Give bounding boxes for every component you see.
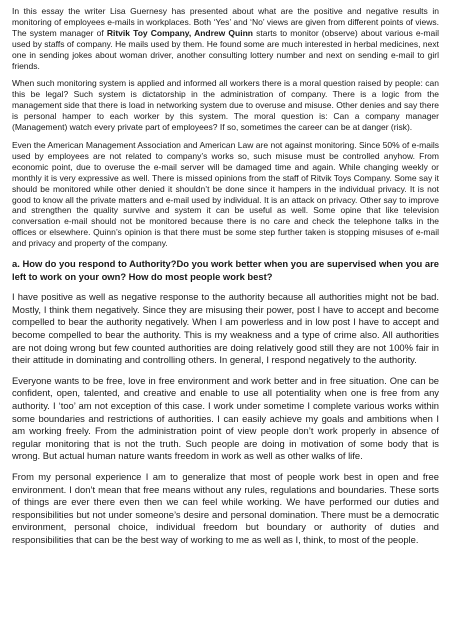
answer-paragraph-3: From my personal experience I am to generalize that most of people work best in open and free environment. I don’t mean that free means without any rules, regulations and boundaries. These sorts of things are ever there even then we can feel while working. We have performed our duties and responsibilities but not under someone’s desire and personal domination. There must be a democratic environment, personal choice, individual freedom but boundary or authority of duties and responsibilities that can be the best way of working to me as well as I, think, to most of the people.: [12, 470, 439, 545]
question-heading: a. How do you respond to Authority?Do you work better when you are supervised when you are left to work on your own? How do most people work best?: [12, 258, 439, 282]
paragraph-text: starts to monitor (observe) about various e-mail used by staffs of company. He mails used by them. He found some are much interested in herbal medicines, next one in sending jokes about woman driver, another consulting lottery number and next on sending e-mail to girl friends.: [12, 27, 439, 71]
answer-paragraph-1: I have positive as well as negative response to the authority because all authorities might not be bad. Mostly, I think them negatively. Since they are misusing their power, post I have to accept and become compelled to bear the authority negatively. When I am powerless and in low post I have to accept and become compelled to bear the authority. This is my weakness and a type of crime also. All authorities are not doing wrong but few counted authorities are doing relatively good still they are not 100% fair in their attitude in dominating and controlling others. In general, I respond negatively to the authority.: [12, 291, 439, 366]
answer-paragraph-2: Everyone wants to be free, love in free environment and work better and in free situation. One can be confident, open, talented, and creative and enable to use all potentiality when one is free from any authority. I ‘too’ am not exception of this case. I work under sometime I complete various works within some boundaries and restrictions of authorities. I can easily achieve my goals and ambitions when I am working freely. From the administration point of view people don’t work properly in absence of regular monitoring that is not the truth. Such people are doing in motivation of some body that is wrong. But actual human nature wants freedom in work as well as other walks of life.: [12, 374, 439, 462]
paragraph-text: In this essay the writer Lisa Guernesy has presented about what are the positive and negative results in monitoring of employees e-mails in workplaces. Both ‘Yes’ and ‘No’ views are given from different points of views. The system manager of: [12, 6, 439, 38]
essay-page: [12, 6, 439, 547]
bold-company-name: Ritvik Toy Company, Andrew Quinn: [106, 27, 253, 38]
summary-paragraph-3: Even the American Management Association and American Law are not against monitoring. Since 50% of e-mails used by employees are not related to company’s works so, such misuse must be controlled anyhow. From economic point, due to overuse the e-mail server will be damaged time and again. While changing weekly or monthly it is very expressive as well. There is missed opinions from the staff of Ritvik Toys Company. Some say it should be monitored while other denied it shouldn’t be done since it hampers in the individual privacy. It is not good to know all the private matters and e-mail used by individual. It is an attack on privacy. Other say to improve and strengthen the quality survive and system it can be useful as well. Some opine that like television conversation e-mail should not be monitored because there is no care and check the telephone talks in the offices or elsewhere. Quinn’s opinion is that there must be some step further taken is stopping misuses of e-mail and privacy and property of the company.: [12, 139, 439, 249]
summary-paragraph-2: When such monitoring system is applied and informed all workers there is a moral question raised by people: can this be legal? Such system is dictatorship in the administration of company. There is a logic from the management side that there is load in networking system due to overuse and misuse. Other denies and say there is personal hamper to each worker by this system. The moral question is: Can a company manager (Management) watch every private part of employees? If so, sometimes the career can be at danger (risk).: [12, 78, 439, 133]
summary-paragraph-1: [12, 6, 439, 71]
